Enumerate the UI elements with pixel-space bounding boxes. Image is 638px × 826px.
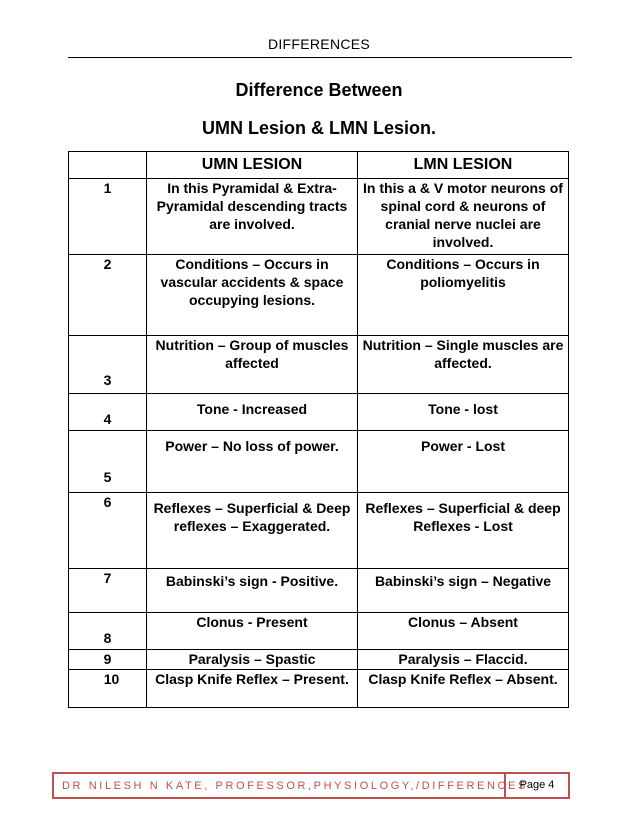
difference-table bbox=[68, 151, 569, 708]
row-number: 1 bbox=[69, 179, 147, 255]
header-divider bbox=[68, 57, 572, 58]
table-row bbox=[69, 650, 569, 670]
lmn-cell: Reflexes – Superficial & deep Reflexes - Lost bbox=[358, 493, 569, 569]
table-row bbox=[69, 670, 569, 708]
row-number: 9 bbox=[69, 650, 147, 670]
page-footer bbox=[52, 772, 570, 799]
table-row bbox=[69, 431, 569, 493]
row-number: 2 bbox=[69, 255, 147, 336]
umn-cell: Reflexes – Superficial & Deep reflexes – Exaggerated. bbox=[147, 493, 358, 569]
table-row bbox=[69, 493, 569, 569]
page-number: Page 4 bbox=[504, 774, 568, 797]
umn-cell: Paralysis – Spastic bbox=[147, 650, 358, 670]
header-cell-number bbox=[69, 152, 147, 179]
lmn-cell: Tone - lost bbox=[358, 394, 569, 431]
header-cell-lmn: LMN LESION bbox=[358, 152, 569, 179]
lmn-cell: Clasp Knife Reflex – Absent. bbox=[358, 670, 569, 708]
footer-author: DR NILESH N KATE, PROFESSOR,PHYSIOLOGY,/DIFFERENCES bbox=[62, 780, 528, 792]
page-subtitle: UMN Lesion & LMN Lesion. bbox=[202, 118, 436, 138]
umn-cell: Clasp Knife Reflex – Present. bbox=[147, 670, 358, 708]
lmn-cell: Power - Lost bbox=[358, 431, 569, 493]
umn-cell: Tone - Increased bbox=[147, 394, 358, 431]
table-row bbox=[69, 613, 569, 650]
page-title: Difference Between bbox=[235, 80, 403, 100]
running-header: DIFFERENCES bbox=[267, 36, 371, 52]
header-cell-umn: UMN LESION bbox=[147, 152, 358, 179]
table-header-row bbox=[69, 152, 569, 179]
lmn-cell: Babinski’s sign – Negative bbox=[358, 569, 569, 613]
lmn-cell: Nutrition – Single muscles are affected. bbox=[358, 336, 569, 394]
lmn-cell: Conditions – Occurs in poliomyelitis bbox=[358, 255, 569, 336]
row-number: 6 bbox=[69, 493, 147, 569]
table-row bbox=[69, 179, 569, 255]
row-number: 3 bbox=[69, 336, 147, 394]
row-number: 4 bbox=[69, 394, 147, 431]
row-number: 8 bbox=[69, 613, 147, 650]
table-row bbox=[69, 569, 569, 613]
umn-cell: In this Pyramidal & Extra-Pyramidal descending tracts are involved. bbox=[147, 179, 358, 255]
umn-cell: Conditions – Occurs in vascular accidents & space occupying lesions. bbox=[147, 255, 358, 336]
umn-cell: Babinski’s sign - Positive. bbox=[147, 569, 358, 613]
table-row bbox=[69, 255, 569, 336]
table-row bbox=[69, 336, 569, 394]
row-number: 5 bbox=[69, 431, 147, 493]
row-number: 10 bbox=[69, 670, 147, 708]
row-number: 7 bbox=[69, 569, 147, 613]
umn-cell: Nutrition – Group of muscles affected bbox=[147, 336, 358, 394]
umn-cell: Clonus - Present bbox=[147, 613, 358, 650]
lmn-cell: Paralysis – Flaccid. bbox=[358, 650, 569, 670]
lmn-cell: Clonus – Absent bbox=[358, 613, 569, 650]
lmn-cell: In this a & V motor neurons of spinal cord & neurons of cranial nerve nuclei are involved. bbox=[358, 179, 569, 255]
table-row bbox=[69, 394, 569, 431]
umn-cell: Power – No loss of power. bbox=[147, 431, 358, 493]
